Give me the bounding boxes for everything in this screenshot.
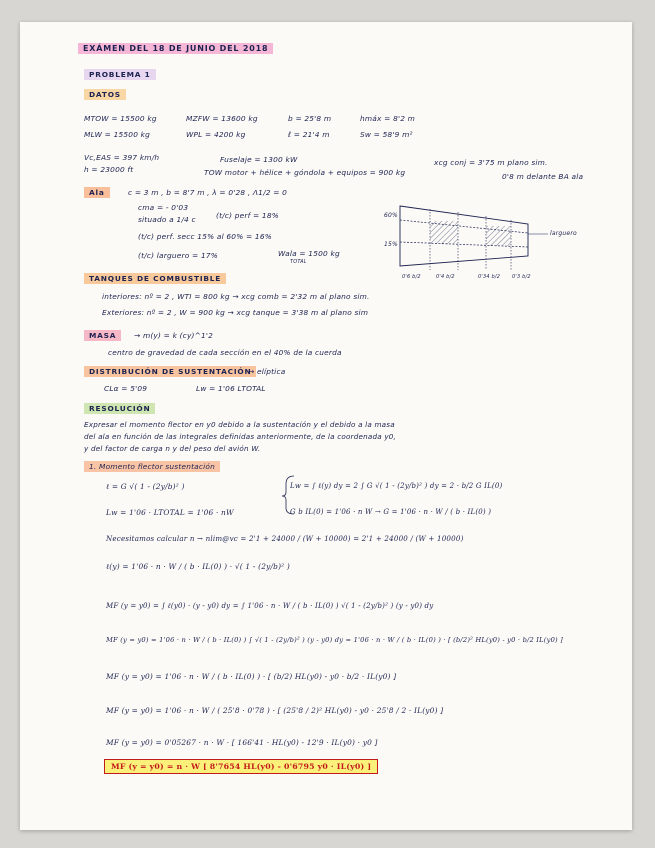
vc-eas: Vc,EAS = 397 km/h xyxy=(84,153,160,162)
sketch-x3: 0'34 b/2 xyxy=(478,274,501,280)
tanques-label: TANQUES DE COMBUSTIBLE xyxy=(84,274,226,283)
eq-lw-integral: Lw = ∫ ℓ(y) dy = 2 ∫ G √( 1 - (2y/b)² ) dy = 2 · b/2 G IL(0) xyxy=(290,482,503,490)
xcg-conj: xcg conj = 3'75 m plano sim. xyxy=(434,158,548,167)
dist-lw: Lw = 1'06 LTOTAL xyxy=(196,384,266,393)
exam-title: EXÁMEN DEL 18 DE JUNIO DEL 2018 xyxy=(78,44,273,53)
sketch-x4: 0'3 b/2 xyxy=(512,274,531,280)
eq-lift-distribution: ℓ = G √( 1 - (2y/b)² ) xyxy=(106,482,185,491)
eq-mf-5: MF (y = y0) = 0'05267 · n · W · [ 166'41 · HL(y0) - 12'9 · IL(y0) · y0 ] xyxy=(106,738,378,747)
altitude-h: h = 23000 ft xyxy=(84,165,134,174)
dist-label: DISTRIBUCIÓN DE SUSTENTACIÓN xyxy=(84,367,256,376)
ala-cma: cma = - 0'03 xyxy=(138,203,189,212)
span-b: b = 25'8 m xyxy=(288,114,332,123)
dist-cla: CLα = 5'09 xyxy=(104,384,148,393)
tanques-exteriores: Exteriores: nº = 2 , W = 900 kg → xcg tanque = 3'38 m al plano sim xyxy=(102,308,369,317)
eq-mf-4: MF (y = y0) = 1'06 · n · W / ( 25'8 · 0'78 ) · [ (25'8 / 2)² HL(y0) - y0 · 25'8 / 2 · IL(y0) ] xyxy=(106,706,444,715)
sketch-60: 60% xyxy=(384,212,398,219)
ala-label: Ala xyxy=(84,188,110,197)
sketch-larguero: larguero xyxy=(550,230,577,237)
resolucion-p1: Expresar el momento flector en y0 debido a la sustentación y el debido a la masa xyxy=(84,420,395,429)
hmax: hmáx = 8'2 m xyxy=(360,114,416,123)
sketch-15: 15% xyxy=(384,241,398,248)
sw: Sw = 58'9 m² xyxy=(360,130,413,139)
resolucion-label: RESOLUCIÓN xyxy=(84,404,155,413)
length-l: ℓ = 21'4 m xyxy=(288,130,330,139)
wpl: WPL = 4200 kg xyxy=(186,130,246,139)
wing-planform-sketch xyxy=(378,194,578,274)
datos-label: DATOS xyxy=(84,90,126,99)
section1-label: 1. Momento flector sustentación xyxy=(84,462,220,471)
problem-label: PROBLEMA 1 xyxy=(84,70,156,79)
masa-expr: → m(y) = k (cy)^1'2 xyxy=(134,331,214,340)
ala-wala-sub: TOTAL xyxy=(290,259,307,265)
ala-tc-perf: (t/c) perf = 18% xyxy=(216,211,279,220)
dist-rest: → elíptica xyxy=(248,367,286,376)
mlw: MLW = 15500 kg xyxy=(84,130,151,139)
sketch-x1: 0'6 b/2 xyxy=(402,274,421,280)
eq-mf-3: MF (y = y0) = 1'06 · n · W / ( b · IL(0) ) · [ (b/2) HL(y0) - y0 · b/2 · IL(y0) ] xyxy=(106,672,397,681)
eq-mf-final-result: MF (y = y0) = n · W [ 8'7654 HL(y0) - 0'6795 y0 · IL(y0) ] xyxy=(104,762,378,771)
mtow: MTOW = 15500 kg xyxy=(84,114,157,123)
sketch-x2: 0'4 b/2 xyxy=(436,274,455,280)
ala-tc-larguero: (t/c) larguero = 17% xyxy=(138,251,218,260)
ala-line1: c = 3 m , b = 8'7 m , λ = 0'28 , Λ1/2 = 0 xyxy=(128,188,288,197)
masa-cg: centro de gravedad de cada sección en el 40% de la cuerda xyxy=(108,348,342,357)
ala-tc-secc: (t/c) perf. secc 15% al 60% = 16% xyxy=(138,232,272,241)
eq-lw-total: Lw = 1'06 · LTOTAL = 1'06 · nW xyxy=(106,508,234,517)
tanques-interiores: interiores: nº = 2 , WTI = 800 kg → xcg comb = 2'32 m al plano sim. xyxy=(102,292,370,301)
masa-label: MASA xyxy=(84,331,121,340)
ala-wala: Wala = 1500 kg xyxy=(278,249,340,258)
tow-motor: TOW motor + hélice + góndola + equipos = 900 kg xyxy=(204,168,406,177)
eq-l-y: ℓ(y) = 1'06 · n · W / ( b · IL(0) ) · √( 1 - (2y/b)² ) xyxy=(106,562,290,571)
eq-mf-1: MF (y = y0) = ∫ ℓ(y0) · (y - y0) dy = ∫ 1'06 · n · W / ( b · IL(0) ) √( 1 - (2y/b)² ) (y - y0) dy xyxy=(106,602,434,610)
eq-g: G b IL(0) = 1'06 · n W → G = 1'06 · n · W / ( b · IL(0) ) xyxy=(290,508,492,516)
resolucion-p2: del ala en función de las integrales definidas anteriormente, de la coordenada y0, xyxy=(84,432,397,441)
resolucion-p3: y del factor de carga n y del peso del avión W. xyxy=(84,444,261,453)
fuselaje: Fuselaje = 1300 kW xyxy=(220,155,298,164)
notebook-page xyxy=(20,22,632,830)
xcg-conj-2: 0'8 m delante BA ala xyxy=(502,172,584,181)
ala-situado: situado a 1/4 c xyxy=(138,215,196,224)
eq-mf-2: MF (y = y0) = 1'06 · n · W / ( b · IL(0) ) ∫ √( 1 - (2y/b)² ) (y - y0) dy = 1'06 · n · W / ( b · IL(0) ) · [ (b/2)² HL(y0) - y0 · b/2 IL(y0) ] xyxy=(106,636,563,644)
mzfw: MZFW = 13600 kg xyxy=(186,114,258,123)
eq-load-factor: Necesitamos calcular n → nlim@vc = 2'1 + 24000 / (W + 10000) = 2'1 + 24000 / (W + 10000) xyxy=(106,534,464,543)
